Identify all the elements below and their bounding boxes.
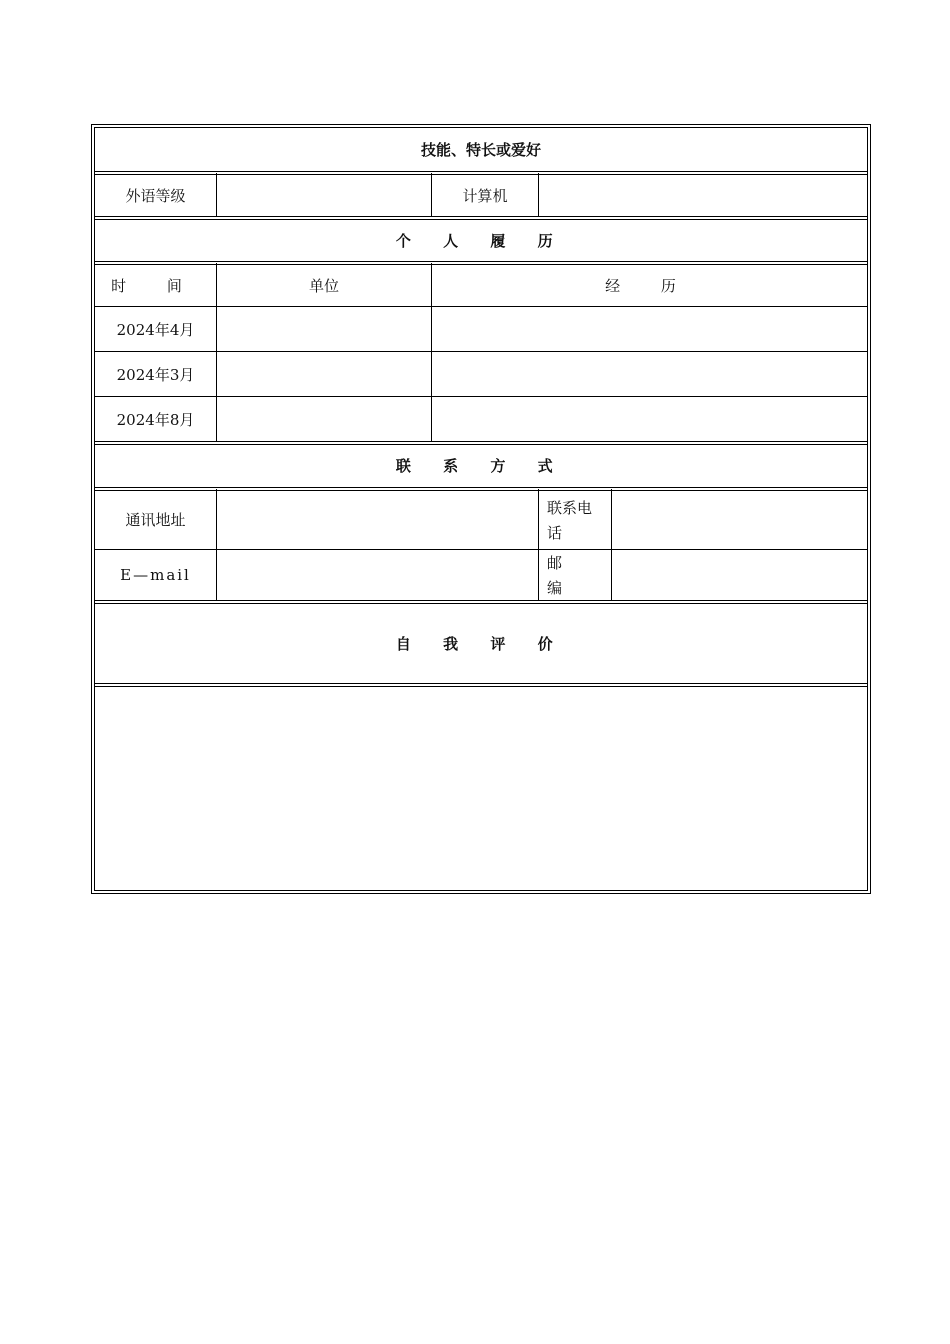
phone-value[interactable] [612,490,867,549]
language-level-label: 外语等级 [125,186,186,205]
language-level-value[interactable] [217,174,431,216]
resume-row-experience[interactable] [432,397,867,441]
computer-value[interactable] [539,174,867,216]
header-unit: 单位 [308,276,339,295]
header-time: 时 间 [111,276,200,295]
resume-form [91,124,871,894]
resume-row-time: 2024年4月 [116,320,195,339]
resume-row-time: 2024年3月 [116,365,195,384]
address-value[interactable] [217,490,538,549]
resume-row-experience[interactable] [432,352,867,396]
self-eval-title: 自 我 评 价 [395,634,567,653]
zip-value[interactable] [612,550,867,600]
email-value[interactable] [217,550,538,600]
self-eval-area[interactable] [95,686,867,890]
skills-title: 技能、特长或爱好 [420,141,541,159]
header-experience: 经 历 [605,276,694,295]
resume-row-experience[interactable] [432,307,867,351]
vrule-contact-2 [538,489,539,600]
zip-label: 邮编 [547,554,563,597]
form-inner-border [94,127,868,891]
resume-row-unit[interactable] [217,397,431,441]
address-label: 通讯地址 [125,511,186,529]
phone-label: 联系电话 [547,499,593,542]
resume-row-time: 2024年8月 [116,410,195,429]
resume-row-unit[interactable] [217,352,431,396]
resume-row-unit[interactable] [217,307,431,351]
computer-label: 计算机 [462,186,508,205]
email-label: E—mail [120,566,191,584]
contact-title: 联 系 方 式 [395,457,567,475]
resume-title: 个 人 履 历 [395,231,567,250]
